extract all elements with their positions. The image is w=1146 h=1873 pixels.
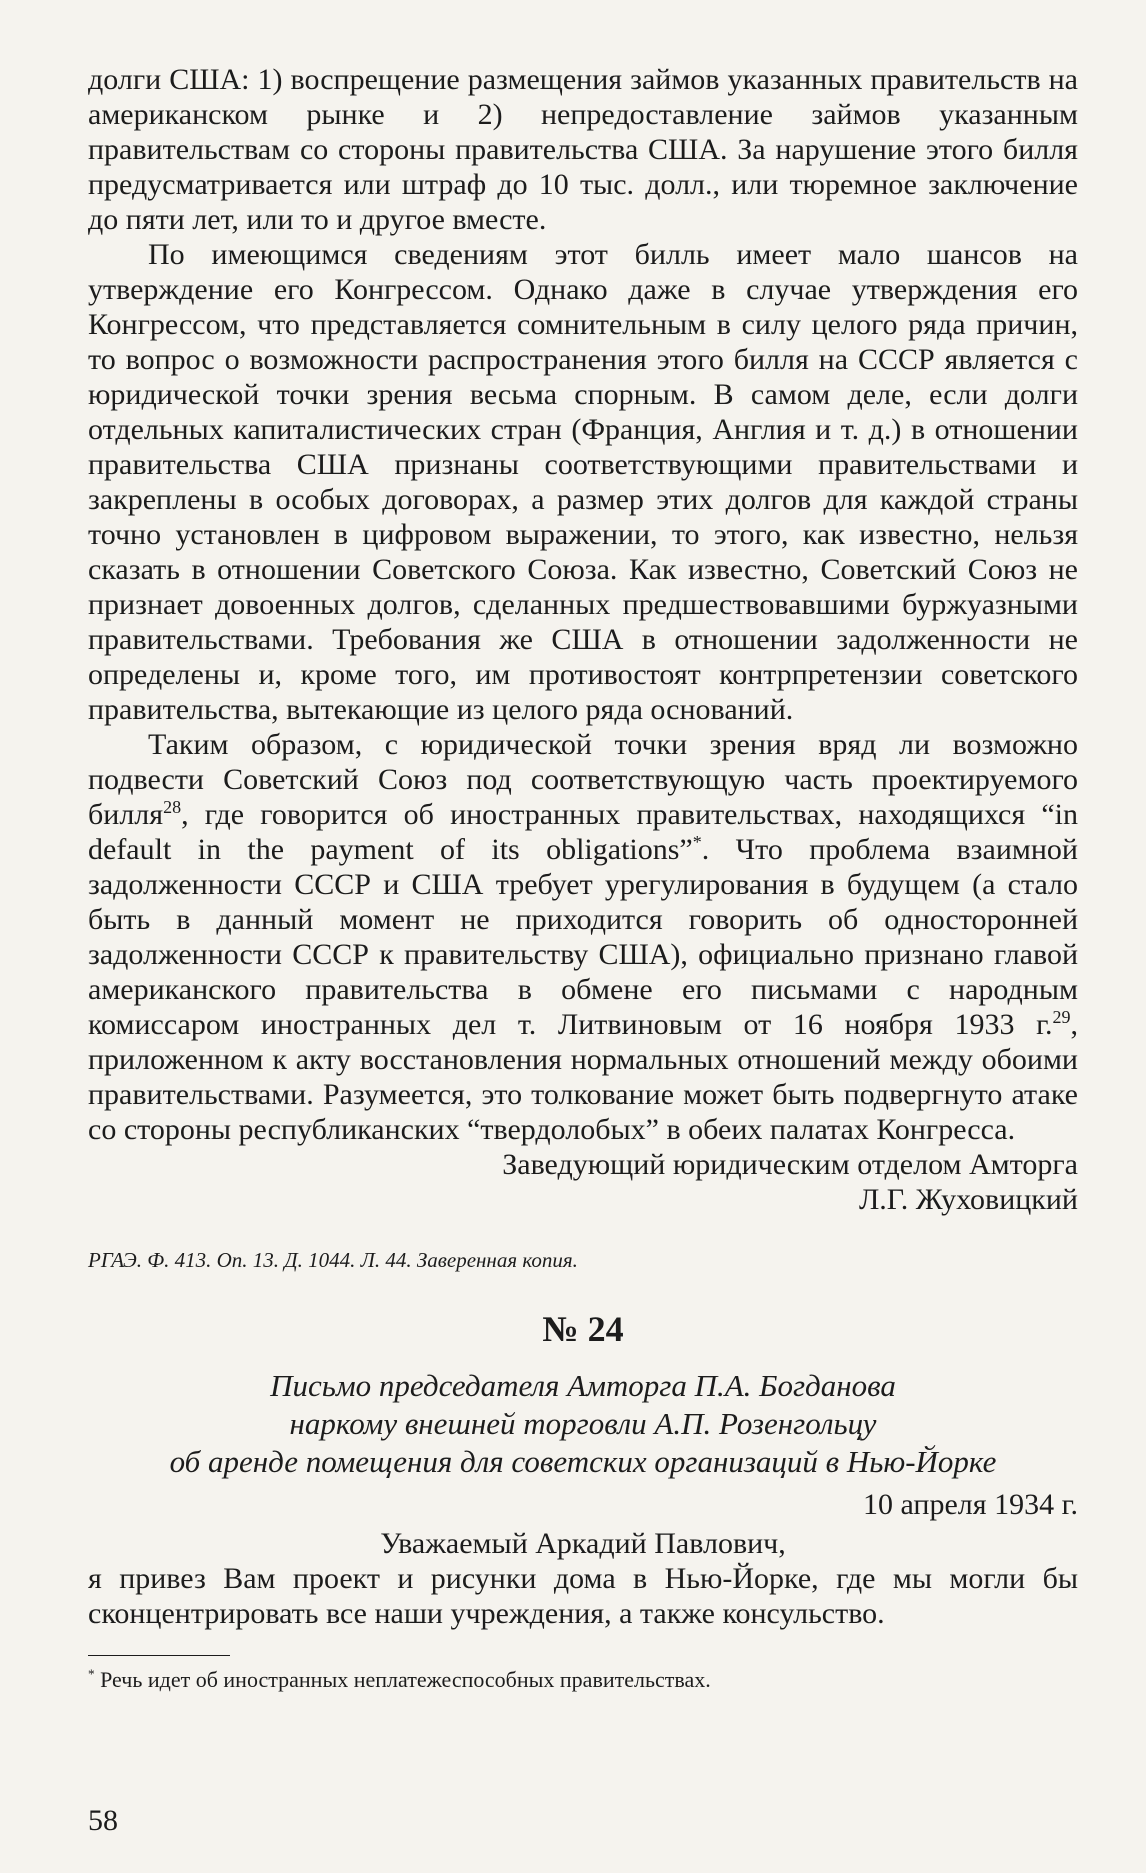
page-number: 58 [88,1804,118,1837]
archive-source: РГАЭ. Ф. 413. Оп. 13. Д. 1044. Л. 44. Заверенная копия. [88,1248,578,1272]
document-date: 10 апреля 1934 г. [863,1488,1078,1521]
paragraph-2: По имеющимся сведениям этот билль имеет мало шансов на утверждение его Конгрессом. Однако даже в случае утверждения его Конгрессом, что представляется сомнительным в силу целого ряда причин, то вопрос о возможности распространения этого билля на СССР является с юридической точки зрения весьма спорным. В самом деле, если долги отдельных капиталистических стран (Франция, Англия и т. д.) в отношении правительства США признаны соответствующими правительствами и закреплены в особых договорах, а размер этих долгов для каждой страны точно установлен в цифровом выражении, то этого, как известно, нельзя сказать в отношении Советского Союза. Как известно, Советский Союз не признает довоенных долгов, сделанных предшествовавшими буржуазными правительствами. Требования же США в отношении задолженности не определены и, кроме того, им противостоят контрпретензии советского правительства, вытекающие из целого ряда оснований. [88,238,1078,726]
paragraph-3-text-a: Таким образом, с юридической точки зрения вряд ли возможно подвести Советский Союз под соответствующую часть проектируемого билля [88,728,1078,831]
letter-salutation: Уважаемый Аркадий Павлович, [380,1527,786,1560]
document-title-line-3: об аренде помещения для советских организаций в Нью-Йорке [169,1444,997,1479]
paragraph-3-text-b: , где говорится об иностранных правительствах, находящихся “in default in the payment of its obligations” [88,798,1078,866]
document-title-line-1: Письмо председателя Амторга П.А. Богданова [270,1368,896,1403]
footnote-divider [88,1655,230,1656]
paragraph-3-text-c: . Что проблема взаимной задолженности СССР и США требует урегулирования в будущем (а стало быть в данный момент не приходится говорить об односторонней задолженности СССР к правительству США), официально признано главой американского правительства в обмене его письмами с народным комиссаром иностранных дел т. Литвиновым от 16 ноября 1933 г. [88,833,1078,1041]
footnote-mark: * [88,1666,95,1682]
document-title-line-2: наркому внешней торговли А.П. Розенгольцу [289,1406,877,1441]
signature-name: Л.Г. Жуховицкий [858,1183,1078,1216]
signature-position: Заведующий юридическим отделом Амторга [502,1148,1078,1181]
paragraph-1: долги США: 1) воспрещение размещения займов указанных правительств на американском рынке и 2) непредоставление займов указанным правительствам со стороны правительства США. За нарушение этого билля предусматривается или штраф до 10 тыс. долл., или тюремное заключение до пяти лет, или то и другое вместе. [88,63,1078,236]
footnote-ref-29: 29 [1052,1007,1071,1027]
page-content [88,62,1078,1694]
letter-text: я привез Вам проект и рисунки дома в Нью-Йорке, где мы могли бы сконцентрировать все наши учреждения, а также консульство. [88,1562,1078,1630]
footnote [88,1666,1078,1694]
paragraph-3-text-d: , приложенном к акту восстановления нормальных отношений между обоими правительствами. Разумеется, это толкование может быть подвергнуто атаке со стороны республиканских “твердолобых” в обеих палатах Конгресса. [88,1008,1078,1146]
paragraph-3 [88,727,1078,1147]
footnote-text: Речь идет об иностранных неплатежеспособных правительствах. [94,1667,711,1692]
footnote-ref-asterisk: * [692,832,702,852]
document-title [88,1367,1078,1481]
document-number: № 24 [542,1309,624,1349]
footnote-ref-28: 28 [163,797,182,817]
